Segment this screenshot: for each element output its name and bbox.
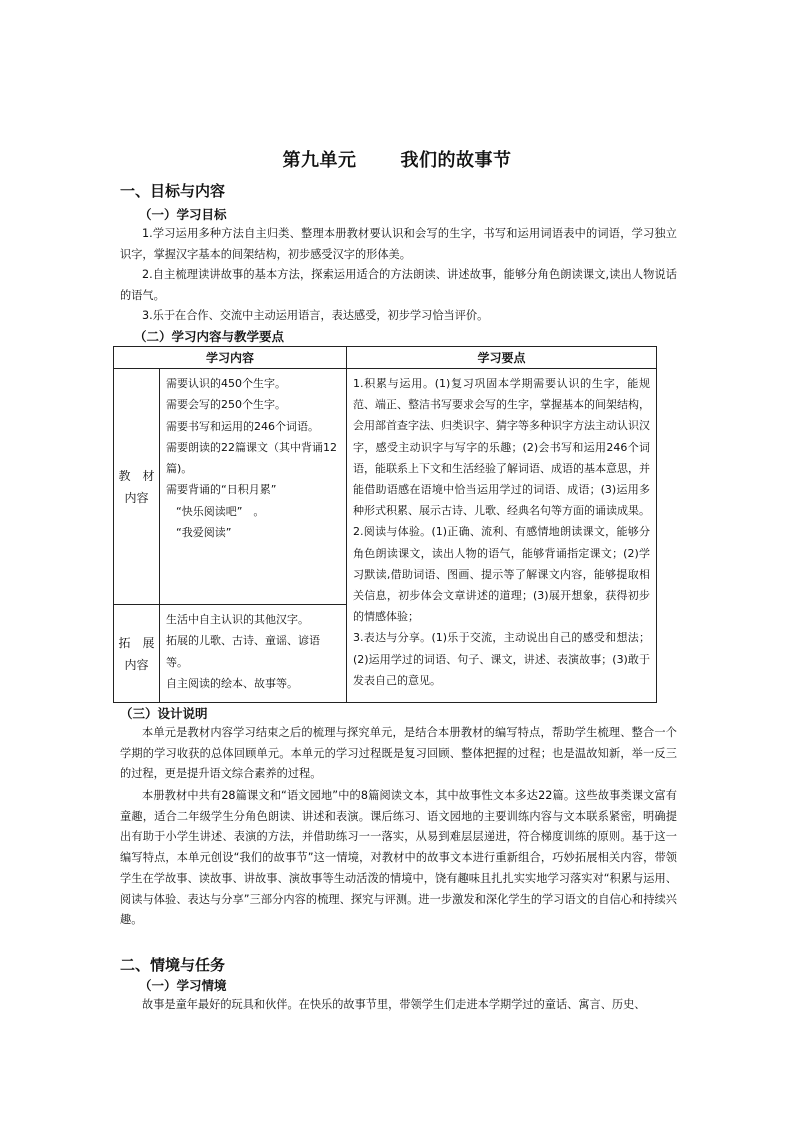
table-header-content: 学习内容	[114, 347, 347, 369]
scenario-paragraph: 故事是童年最好的玩具和伙伴。在快乐的故事节里，带领学生们走进本学期学过的童话、寓言、历史、	[142, 998, 646, 1011]
list-item: “快乐阅读吧” 。	[176, 504, 265, 518]
point-paragraph: 2.阅读与体验。(1)正确、流利、有感情地朗读课文，能够分角色朗读课文，读出人物的语气，能够背诵指定课文；(2)学习默读,借助词语、图画、提示等了解课文内容，能够提取相关信息，初步体会文章讲述的道理；(3)展开想象，获得初步的情感体验；	[353, 525, 651, 624]
goal-paragraph: 2.自主梳理读讲故事的基本方法，探索运用适合的方法朗读、讲述故事，能够分角色朗读课文,读出人物说话的语气。	[120, 268, 677, 302]
subheading-learning-goals: （一）学习目标	[139, 207, 227, 222]
list-item: 需要朗读的22篇课文（其中背诵12篇)。	[166, 440, 337, 476]
subheading-design-notes: （三）设计说明	[120, 706, 208, 721]
list-item: 需要会写的250个生字。	[166, 398, 286, 412]
extension-content-list	[160, 605, 347, 703]
list-item: 需要认识的450个生字。	[166, 377, 286, 390]
point-paragraph: 1.积累与运用。(1)复习巩固本学期需要认识的生字，能规范、端正、整洁书写要求会写的生字，掌握基本的间架结构，会用部首查字法、归类识字、猜字等多种识字方法主动认识汉字，感受主动识字与写字的乐趣；(2)会书写和运用246个词语，能联系上下文和生活经验了解词语、成语的基本意思，并能借助语感在语境中恰当运用学过的词语、成语；(3)运用多种形式积累、展示古诗、儿歌、经典名句等方面的诵读成果。	[353, 377, 651, 518]
list-item: 生活中自主认识的其他汉字。	[166, 613, 309, 626]
content-table	[113, 346, 657, 703]
goal-paragraph: 1.学习运用多种方法自主归类、整理本册教材要认识和会写的生字，书写和运用词语表中的词语，学习独立识字，掌握汉字基本的间架结构，初步感受汉字的形体美。	[120, 227, 677, 261]
unit-title	[0, 146, 794, 172]
table-header-points: 学习要点	[347, 347, 657, 369]
list-item: 拓展的儿歌、古诗、童谣、谚语等。	[166, 634, 320, 669]
list-item: 自主阅读的绘本、故事等。	[166, 676, 298, 690]
section-heading-scenario: 二、情境与任务	[120, 956, 226, 974]
list-item: 需要书写和运用的246个词语。	[166, 419, 319, 433]
goal-paragraph: 3.乐于在合作、交流中主动运用语言，表达感受，初步学习恰当评价。	[142, 309, 489, 322]
unit-number: 第九单元	[282, 150, 357, 171]
section-heading-goals: 一、目标与内容	[120, 182, 226, 200]
list-item: “我爱阅读”	[176, 526, 232, 540]
list-item: 需要背诵的“日积月累”	[166, 483, 277, 497]
subheading-scenario: （一）学习情境	[139, 978, 227, 993]
row-label-textbook: 教 材 内容	[114, 369, 160, 605]
unit-name: 我们的故事节	[400, 150, 512, 171]
subheading-content-table: （二）学习内容与教学要点	[134, 329, 285, 344]
design-paragraph: 本册教材中共有28篇课文和“语文园地”中的8篇阅读文本，其中故事性文本多达22篇。这些故事类课文富有童趣，适合二年级学生分角色朗读、讲述和表演。课后练习、语文园地的主要训练内容与文本联系紧密，明确提出有助于小学生讲述、表演的方法，并借助练习一一落实，从易到难层层递进，符合梯度训练的原则。基于这一编写特点，本单元创设“我们的故事节”这一情境，对教材中的故事文本进行重新组合，巧妙拓展相关内容，带领学生在学故事、读故事、讲故事、演故事等生动活泼的情境中，饶有趣味且扎扎实实地学习落实对“积累与运用、阅读与体验、表达与分享”三部分内容的梳理、探究与评测。进一步激发和深化学生的学习语文的自信心和持续兴趣。	[120, 789, 677, 927]
textbook-content-list	[160, 369, 347, 605]
row-label-extension: 拓 展 内容	[114, 605, 160, 703]
learning-points-cell	[347, 369, 657, 703]
design-paragraph: 本单元是教材内容学习结束之后的梳理与探究单元，是结合本册教材的编写特点，帮助学生梳理、整合一个学期的学习收获的总体回顾单元。本单元的学习过程既是复习回顾、整体把握的过程；也是温故知新，举一反三的过程，更是提升语文综合素养的过程。	[120, 726, 677, 781]
point-paragraph: 3.表达与分享。(1)乐于交流，主动说出自己的感受和想法；(2)运用学过的词语、句子、课文，讲述、表演故事；(3)敢于发表自己的意见。	[353, 631, 651, 687]
